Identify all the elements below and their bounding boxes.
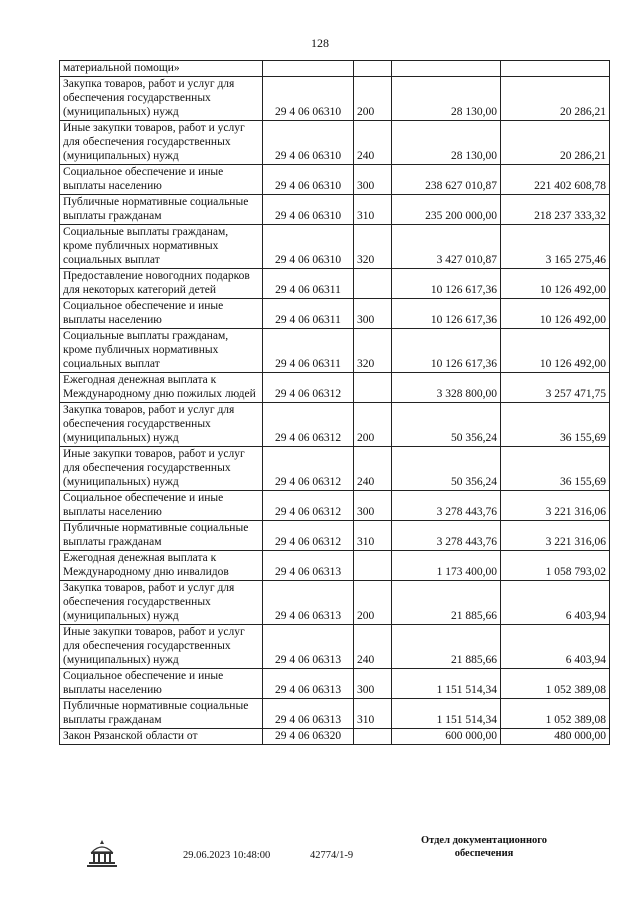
row-name-cell: Социальное обеспечение и иные выплаты населению [60,669,263,699]
row-name-cell: Социальное обеспечение и иные выплаты населению [60,299,263,329]
table-row [60,581,610,625]
row-vr-cell: 240 [354,121,392,165]
row-name-cell: Ежегодная денежная выплата к Международному дню пожилых людей [60,373,263,403]
table-row [60,165,610,195]
row-sum-planned-cell: 28 130,00 [392,77,501,121]
row-code-cell: 29 4 06 06320 [263,729,354,745]
table-row [60,551,610,581]
table-row [60,299,610,329]
row-name-cell: Закон Рязанской области от [60,729,263,745]
row-sum-actual-cell: 3 257 471,75 [501,373,610,403]
row-name-cell: Публичные нормативные социальные выплаты гражданам [60,195,263,225]
budget-table [59,60,610,745]
row-code-cell: 29 4 06 06313 [263,551,354,581]
table-row [60,403,610,447]
row-name-cell: Публичные нормативные социальные выплаты гражданам [60,521,263,551]
row-vr-cell: 240 [354,447,392,491]
row-sum-planned-cell: 50 356,24 [392,403,501,447]
row-sum-planned-cell: 10 126 617,36 [392,299,501,329]
row-code-cell: 29 4 06 06310 [263,165,354,195]
row-sum-actual-cell: 1 058 793,02 [501,551,610,581]
footer-datetime: 29.06.2023 10:48:00 [183,850,271,861]
row-vr-cell: 310 [354,699,392,729]
row-name-cell: Ежегодная денежная выплата к Международному дню инвалидов [60,551,263,581]
table-row [60,729,610,745]
table-row [60,625,610,669]
row-vr-cell: 320 [354,329,392,373]
row-vr-cell [354,551,392,581]
row-sum-actual-cell: 1 052 389,08 [501,699,610,729]
row-sum-planned-cell: 3 278 443,76 [392,491,501,521]
row-code-cell: 29 4 06 06310 [263,77,354,121]
table-row [60,121,610,165]
row-vr-cell: 300 [354,165,392,195]
table-row [60,699,610,729]
row-code-cell: 29 4 06 06313 [263,699,354,729]
row-sum-planned-cell: 1 151 514,34 [392,669,501,699]
row-name-cell: Социальные выплаты гражданам, кроме публичных нормативных социальных выплат [60,329,263,373]
row-sum-actual-cell: 10 126 492,00 [501,299,610,329]
row-code-cell: 29 4 06 06313 [263,581,354,625]
row-code-cell [263,61,354,77]
row-name-cell: материальной помощи» [60,61,263,77]
row-name-cell: Предоставление новогодних подарков для некоторых категорий детей [60,269,263,299]
row-vr-cell [354,269,392,299]
table-row [60,491,610,521]
row-code-cell: 29 4 06 06312 [263,521,354,551]
row-vr-cell [354,373,392,403]
row-sum-actual-cell: 20 286,21 [501,121,610,165]
table-row [60,195,610,225]
table-row [60,61,610,77]
row-name-cell: Закупка товаров, работ и услуг для обеспечения государственных (муниципальных) нужд [60,403,263,447]
row-vr-cell: 300 [354,491,392,521]
row-sum-actual-cell: 3 221 316,06 [501,521,610,551]
row-name-cell: Иные закупки товаров, работ и услуг для обеспечения государственных (муниципальных) нужд [60,447,263,491]
row-sum-actual-cell: 36 155,69 [501,403,610,447]
row-sum-actual-cell: 10 126 492,00 [501,269,610,299]
row-sum-actual-cell: 221 402 608,78 [501,165,610,195]
row-sum-actual-cell: 6 403,94 [501,625,610,669]
row-vr-cell: 200 [354,581,392,625]
table-row [60,329,610,373]
row-vr-cell: 300 [354,669,392,699]
row-sum-planned-cell: 3 278 443,76 [392,521,501,551]
row-sum-actual-cell: 218 237 333,32 [501,195,610,225]
row-sum-actual-cell: 36 155,69 [501,447,610,491]
row-code-cell: 29 4 06 06312 [263,491,354,521]
row-sum-planned-cell: 1 173 400,00 [392,551,501,581]
row-code-cell: 29 4 06 06310 [263,195,354,225]
row-vr-cell: 300 [354,299,392,329]
row-vr-cell: 240 [354,625,392,669]
table-row [60,447,610,491]
row-sum-planned-cell: 238 627 010,87 [392,165,501,195]
row-sum-planned-cell: 21 885,66 [392,581,501,625]
row-vr-cell: 200 [354,77,392,121]
duma-logo-icon [82,838,122,868]
row-sum-actual-cell [501,61,610,77]
row-sum-planned-cell: 50 356,24 [392,447,501,491]
page-number: 128 [311,36,329,50]
row-name-cell: Социальное обеспечение и иные выплаты населению [60,165,263,195]
row-vr-cell: 320 [354,225,392,269]
row-sum-actual-cell: 1 052 389,08 [501,669,610,699]
row-sum-planned-cell [392,61,501,77]
row-vr-cell: 310 [354,195,392,225]
row-sum-planned-cell: 3 427 010,87 [392,225,501,269]
row-name-cell: Иные закупки товаров, работ и услуг для обеспечения государственных (муниципальных) нужд [60,625,263,669]
footer-doc-number: 42774/1-9 [310,850,354,861]
row-sum-planned-cell: 10 126 617,36 [392,329,501,373]
row-code-cell: 29 4 06 06310 [263,121,354,165]
row-code-cell: 29 4 06 06311 [263,329,354,373]
row-sum-actual-cell: 20 286,21 [501,77,610,121]
row-name-cell: Публичные нормативные социальные выплаты гражданам [60,699,263,729]
row-sum-actual-cell: 6 403,94 [501,581,610,625]
row-code-cell: 29 4 06 06311 [263,299,354,329]
row-name-cell: Закупка товаров, работ и услуг для обеспечения государственных (муниципальных) нужд [60,77,263,121]
footer-department: Отдел документационного обеспечения [420,835,548,859]
row-code-cell: 29 4 06 06312 [263,447,354,491]
table-row [60,669,610,699]
table-row [60,269,610,299]
row-name-cell: Закупка товаров, работ и услуг для обеспечения государственных (муниципальных) нужд [60,581,263,625]
row-code-cell: 29 4 06 06312 [263,403,354,447]
budget-table-body [60,61,610,745]
row-sum-actual-cell: 3 221 316,06 [501,491,610,521]
row-sum-planned-cell: 28 130,00 [392,121,501,165]
row-vr-cell [354,61,392,77]
table-row [60,77,610,121]
row-sum-planned-cell: 3 328 800,00 [392,373,501,403]
row-name-cell: Социальное обеспечение и иные выплаты населению [60,491,263,521]
table-row [60,521,610,551]
row-code-cell: 29 4 06 06313 [263,669,354,699]
table-row [60,225,610,269]
row-name-cell: Иные закупки товаров, работ и услуг для обеспечения государственных (муниципальных) нужд [60,121,263,165]
row-sum-planned-cell: 21 885,66 [392,625,501,669]
row-name-cell: Социальные выплаты гражданам, кроме публичных нормативных социальных выплат [60,225,263,269]
row-vr-cell: 310 [354,521,392,551]
row-vr-cell [354,729,392,745]
row-code-cell: 29 4 06 06311 [263,269,354,299]
row-code-cell: 29 4 06 06313 [263,625,354,669]
row-code-cell: 29 4 06 06312 [263,373,354,403]
row-sum-planned-cell: 10 126 617,36 [392,269,501,299]
page-footer [0,830,640,904]
row-vr-cell: 200 [354,403,392,447]
row-sum-planned-cell: 600 000,00 [392,729,501,745]
row-code-cell: 29 4 06 06310 [263,225,354,269]
row-sum-actual-cell: 10 126 492,00 [501,329,610,373]
row-sum-actual-cell: 480 000,00 [501,729,610,745]
row-sum-planned-cell: 235 200 000,00 [392,195,501,225]
row-sum-actual-cell: 3 165 275,46 [501,225,610,269]
table-row [60,373,610,403]
row-sum-planned-cell: 1 151 514,34 [392,699,501,729]
